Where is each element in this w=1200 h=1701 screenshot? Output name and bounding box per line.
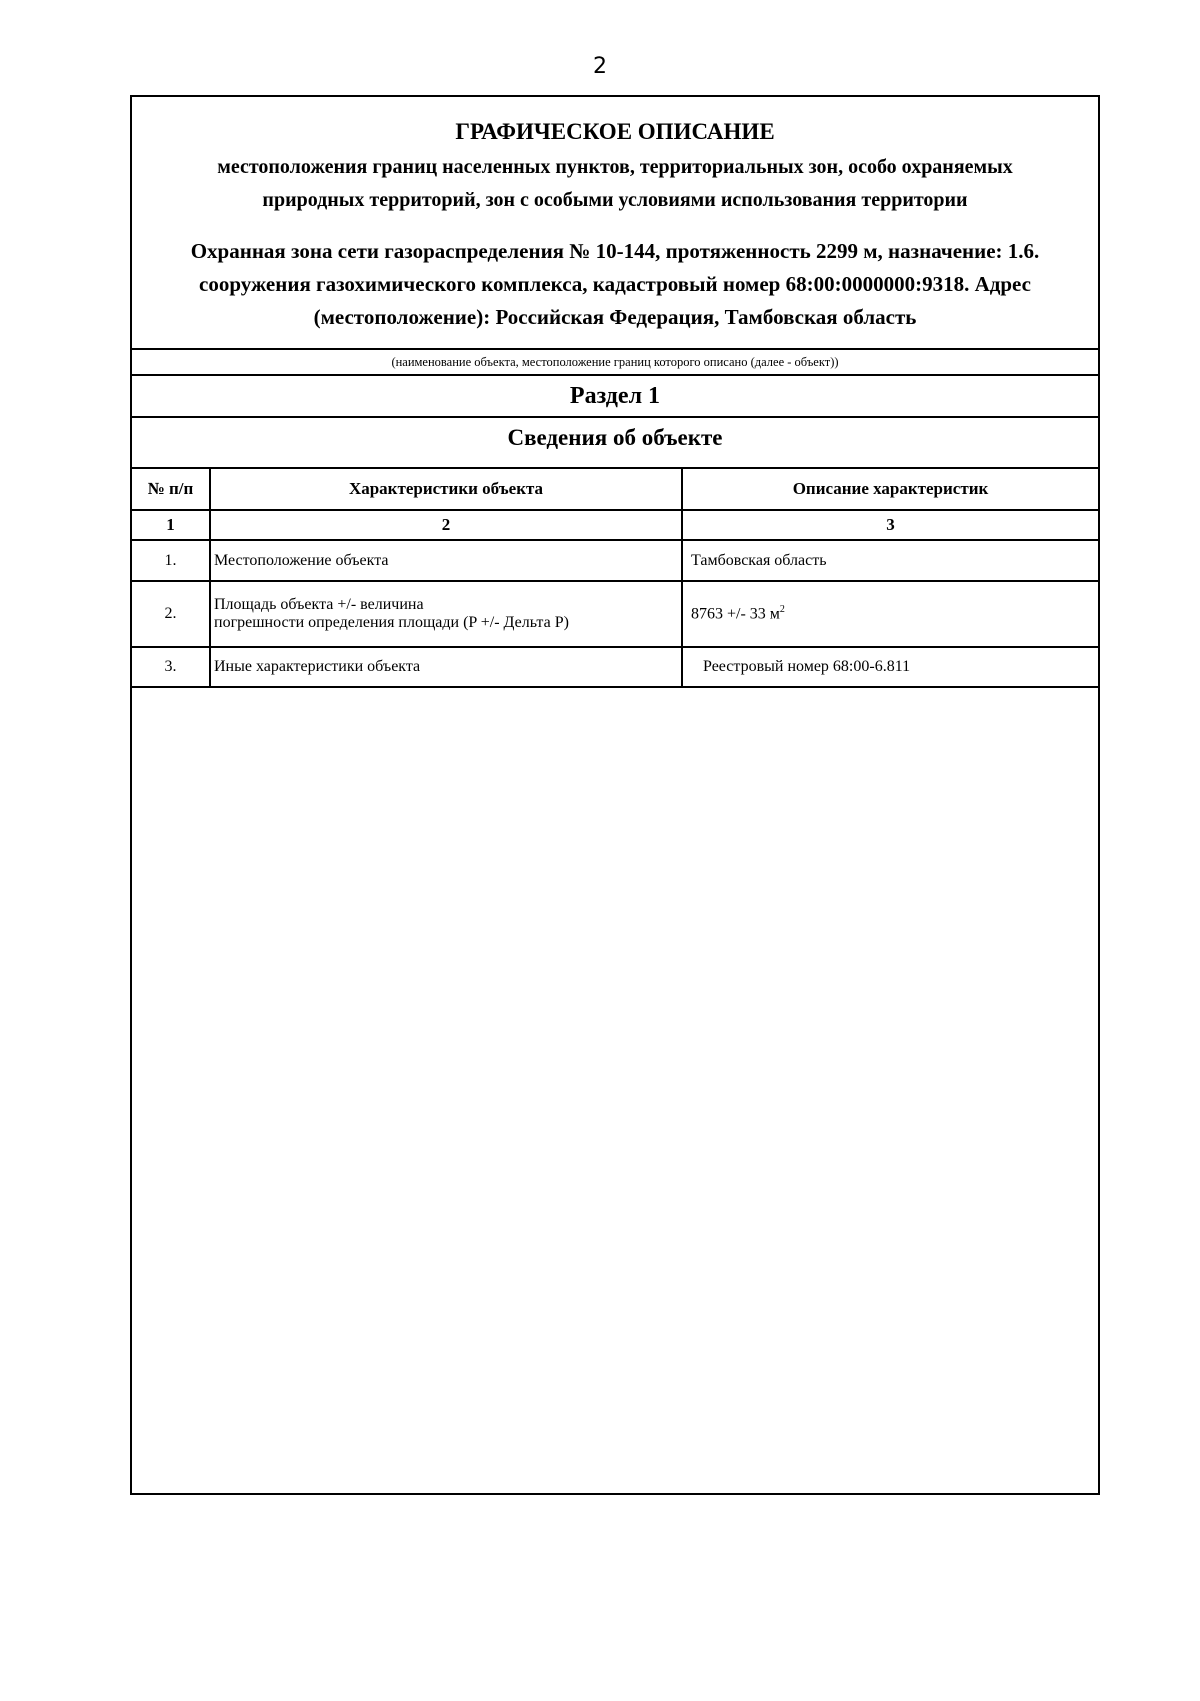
object-line-1: Охранная зона сети газораспределения № 10-144, протяженность 2299 м, назначение: 1.6. <box>190 239 1040 263</box>
row-number: 3. <box>132 647 210 687</box>
document-frame <box>130 95 1100 1495</box>
header-cell-number: № п/п <box>132 468 210 510</box>
column-number: 3 <box>682 510 1098 540</box>
column-number: 1 <box>132 510 210 540</box>
header-cell-characteristic: Характеристики объекта <box>210 468 682 510</box>
row-characteristic-line-2: погрешности определения площади (P +/- Дельта P) <box>214 614 569 631</box>
object-name <box>132 235 1098 334</box>
column-number: 2 <box>210 510 682 540</box>
object-line-2: сооружения газохимического комплекса, кадастровый номер 68:00:0000000:9318. Адрес <box>199 272 1031 296</box>
subtitle-line-2: природных территорий, зон с особыми условиями использования территории <box>262 189 968 211</box>
object-info-table <box>132 467 1098 688</box>
area-value: 8763 +/- 33 м <box>691 605 780 623</box>
object-caption: (наименование объекта, местоположение границ которого описано (далее - объект)) <box>391 355 839 369</box>
row-characteristic <box>210 581 682 647</box>
table-header-row <box>132 468 1098 510</box>
table-row <box>132 647 1098 687</box>
row-number: 1. <box>132 540 210 581</box>
subtitle-line-1: местоположения границ населенных пунктов, территориальных зон, особо охраняемых <box>217 156 1013 178</box>
row-description <box>682 581 1098 647</box>
section-label: Раздел 1 <box>569 383 661 409</box>
row-description: Тамбовская область <box>682 540 1098 581</box>
row-description: Реестровый номер 68:00-6.811 <box>682 647 1098 687</box>
document-title: ГРАФИЧЕСКОЕ ОПИСАНИЕ <box>455 119 775 144</box>
header-cell-description: Описание характеристик <box>682 468 1098 510</box>
document-subtitle <box>132 151 1098 217</box>
table-row <box>132 581 1098 647</box>
page-number: 2 <box>593 54 607 79</box>
document-header <box>132 97 1098 347</box>
row-number: 2. <box>132 581 210 647</box>
object-line-3: (местоположение): Российская Федерация, Тамбовская область <box>313 305 917 329</box>
table-row <box>132 540 1098 581</box>
section-title: Сведения об объекте <box>507 425 723 450</box>
row-characteristic: Иные характеристики объекта <box>210 647 682 687</box>
area-unit-exponent: 2 <box>779 604 785 616</box>
row-characteristic-line-1: Площадь объекта +/- величина <box>214 596 424 613</box>
column-number-row <box>132 510 1098 540</box>
row-characteristic: Местоположение объекта <box>210 540 682 581</box>
